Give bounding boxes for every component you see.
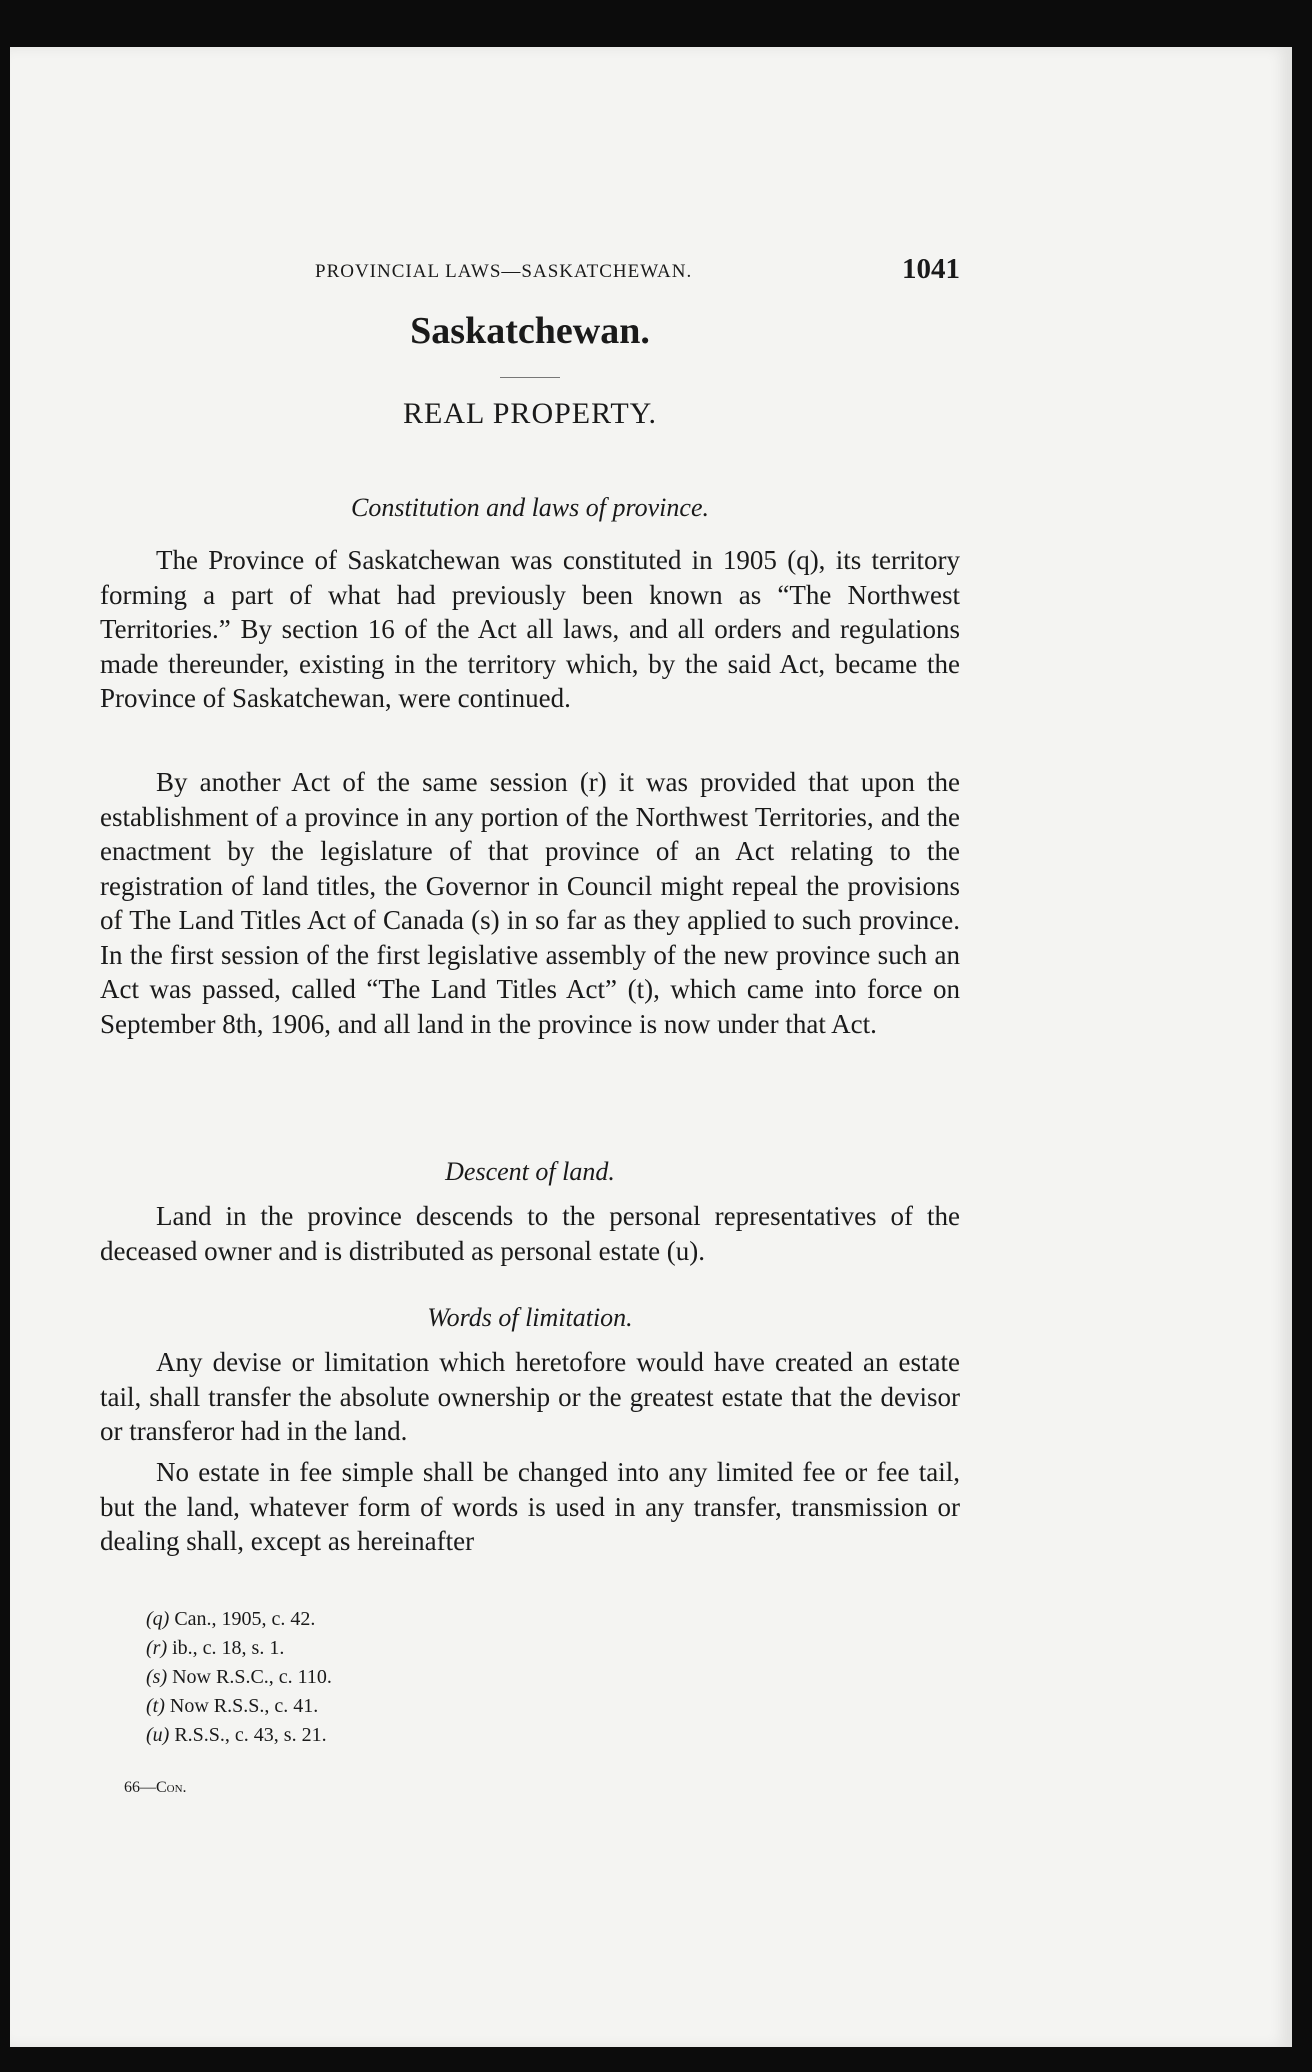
page-title: Saskatchewan. xyxy=(410,310,650,352)
footnote-text: ib., c. 18, s. 1. xyxy=(172,1637,285,1659)
footnote xyxy=(146,1634,332,1663)
section-heading-descent: Descent of land. xyxy=(445,1157,615,1186)
section-heading-constitution: Constitution and laws of province. xyxy=(351,493,709,522)
running-head-title: PROVINCIAL LAWS—SASKATCHEWAN. xyxy=(315,261,693,282)
footnote-mark: (t) xyxy=(146,1695,165,1717)
footnote-text: Now R.S.S., c. 41. xyxy=(169,1695,319,1717)
page-number: 1041 xyxy=(902,253,960,285)
paragraph-descent-1: Land in the province descends to the personal representatives of the deceased owner and is distributed as personal estate (u). xyxy=(100,1201,960,1266)
footnote xyxy=(146,1663,332,1692)
paragraph-limitation-2: No estate in fee simple shall be changed into any limited fee or fee tail, but the land, whatever form of words is used in any transfer, transmission or dealing shall, except as hereinafter xyxy=(100,1457,960,1556)
book-page xyxy=(10,47,1292,2047)
paragraph-limitation-1: Any devise or limitation which heretofore would have created an estate tail, shall transfer the absolute ownership or the greatest estate that the devisor or transferor had in the land. xyxy=(100,1347,960,1446)
footnote-mark: (s) xyxy=(146,1666,168,1688)
footnote-text: R.S.S., c. 43, s. 21. xyxy=(174,1724,327,1746)
running-head xyxy=(100,253,960,293)
title-divider xyxy=(500,377,560,378)
footnote-text: Can., 1905, c. 42. xyxy=(174,1608,316,1630)
paragraph-constitution-2: By another Act of the same session (r) it was provided that upon the establishment of a province in any portion of the Northwest Territories, and the enactment by the legislature of that province of an Act relating to the registration of land titles, the Governor in Council might repeal the provisions of The Land Titles Act of Canada (s) in so far as they applied to such province. In the first session of the first legislative assembly of the new province such an Act was passed, called “The Land Titles Act” (t), which came into force on September 8th, 1906, and all land in the province is now under that Act. xyxy=(100,767,960,1039)
section-heading-limitation: Words of limitation. xyxy=(427,1303,633,1332)
section-title: REAL PROPERTY. xyxy=(403,397,657,430)
footnote-mark: (u) xyxy=(146,1724,170,1746)
printer-signature: 66—Con. xyxy=(124,1779,187,1796)
footnote-mark: (r) xyxy=(146,1637,168,1659)
footnote xyxy=(146,1721,332,1750)
footnotes xyxy=(146,1605,332,1750)
footnote xyxy=(146,1605,332,1634)
footnote-mark: (q) xyxy=(146,1608,170,1630)
paragraph-constitution-1: The Province of Saskatchewan was constituted in 1905 (q), its territory forming a part of what had previously been known as “The Northwest Territories.” By section 16 of the Act all laws, and all orders and regulations made thereunder, existing in the territory which, by the said Act, became the Province of Saskatchewan, were continued. xyxy=(100,545,960,713)
footnote-text: Now R.S.C., c. 110. xyxy=(172,1666,332,1688)
footnote xyxy=(146,1692,332,1721)
